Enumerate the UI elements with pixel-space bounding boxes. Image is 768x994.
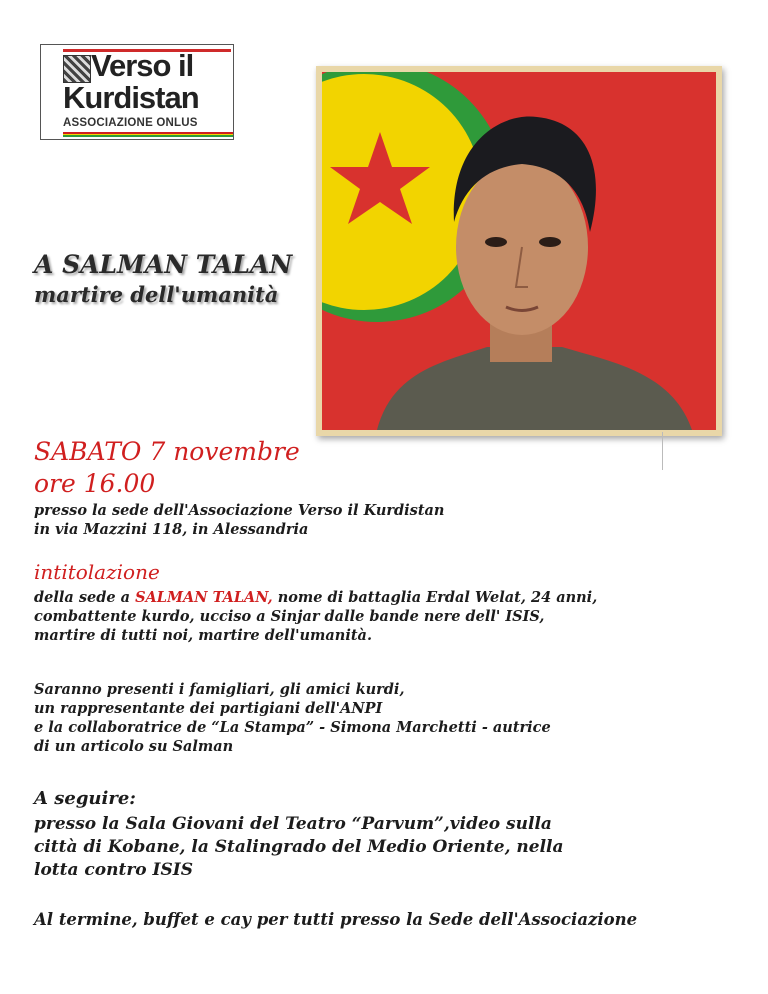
divider-line (662, 432, 663, 470)
presenti-text (34, 680, 551, 756)
intitolazione-text (34, 588, 597, 645)
logo-subtitle: ASSOCIAZIONE ONLUS (63, 117, 198, 129)
logo-line2: Kurdistan (63, 80, 199, 115)
presenti-line1: Saranno presenti i famigliari, gli amici kurdi, (34, 681, 405, 698)
intitolazione-line3: martire di tutti noi, martire dell'umanità. (34, 627, 372, 644)
seguire-line2: città di Kobane, la Stalingrado del Medio Oriente, nella (34, 837, 564, 857)
closing-text: Al termine, buffet e cay per tutti presso la Sede dell'Associazione (34, 910, 638, 929)
location-line2: in via Mazzini 118, in Alessandria (34, 521, 309, 538)
seguire-heading: A seguire: (34, 788, 136, 809)
presenti-line3: e la collaboratrice de “La Stampa” - Simona Marchetti - autrice (34, 719, 551, 736)
event-time: ore 16.00 (34, 469, 156, 498)
location-text (34, 501, 444, 539)
page-subtitle: martire dell'umanità (34, 282, 279, 307)
seguire-line1: presso la Sala Giovani del Teatro “Parvum”,video sulla (34, 814, 552, 834)
presenti-line2: un rappresentante dei partigiani dell'ANPI (34, 700, 383, 717)
logo-color-stripes (63, 132, 233, 137)
association-logo (40, 44, 234, 140)
presenti-line4: di un articolo su Salman (34, 738, 234, 755)
location-line1: presso la sede dell'Associazione Verso il Kurdistan (34, 502, 445, 519)
intitolazione-line2: combattente kurdo, ucciso a Sinjar dalle bande nere dell' ISIS, (34, 608, 545, 625)
logo-emblem-icon (63, 55, 91, 83)
seguire-text (34, 813, 564, 882)
seguire-line3: lotta contro ISIS (34, 860, 194, 880)
logo-line1: Verso il (91, 48, 194, 83)
event-date: SABATO 7 novembre (34, 437, 300, 466)
intitolazione-heading: intitolazione (34, 560, 160, 584)
intitolazione-prefix: della sede a (34, 589, 136, 606)
portrait-image (322, 72, 716, 430)
intitolazione-suffix: nome di battaglia Erdal Welat, 24 anni, (272, 589, 598, 606)
honoree-name: SALMAN TALAN, (135, 589, 273, 606)
page-title: A SALMAN TALAN (34, 250, 293, 279)
intitolazione-line1 (34, 588, 597, 607)
portrait-photo (316, 66, 722, 436)
